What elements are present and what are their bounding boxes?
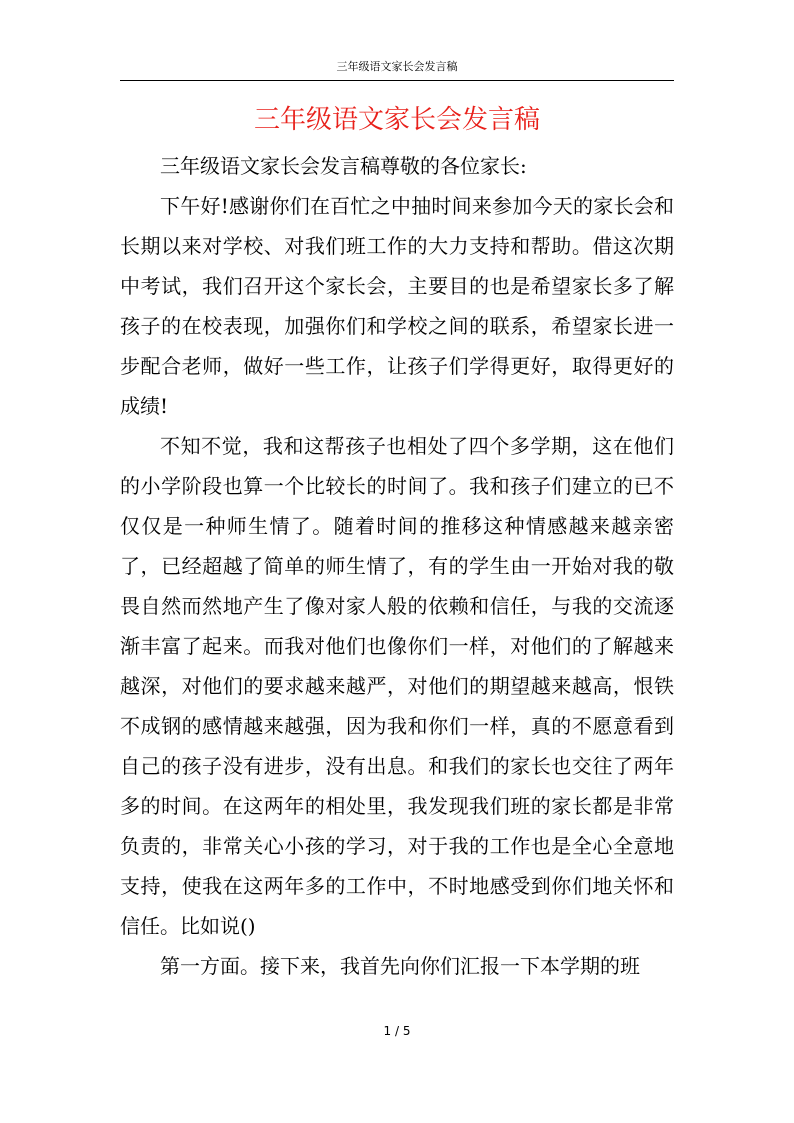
- body-paragraph: 不知不觉，我和这帮孩子也相处了四个多学期，这在他们的小学阶段也算一个比较长的时间了。我和孩子们建立的已不仅仅是一种师生情了。随着时间的推移这种情感越来越亲密了，已经超越了简单的师生情了，有的学生由一开始对我的敬畏自然而然地产生了像对家人般的依赖和信任，与我的交流逐渐丰富了起来。而我对他们也像你们一样，对他们的了解越来越深，对他们的要求越来越严，对他们的期望越来越高，恨铁不成钢的感情越来越强，因为我和你们一样，真的不愿意看到自己的孩子没有进步，没有出息。和我们的家长也交往了两年多的时间。在这两年的相处里，我发现我们班的家长都是非常负责的，非常关心小孩的学习，对于我的工作也是全心全意地支持，使我在这两年多的工作中，不时地感受到你们地关怀和信任。比如说(): [120, 434, 674, 938]
- body-paragraph: 下午好!感谢你们在百忙之中抽时间来参加今天的家长会和长期以来对学校、对我们班工作的大力支持和帮助。借这次期中考试，我们召开这个家长会，主要目的也是希望家长多了解孩子的在校表现，加强你们和学校之间的联系，希望家长进一步配合老师，做好一些工作，让孩子们学得更好，取得更好的成绩!: [120, 194, 674, 418]
- document-title: 三年级语文家长会发言稿: [253, 105, 540, 135]
- header-divider: [120, 80, 674, 81]
- document-body: [120, 146, 674, 986]
- running-header: 三年级语文家长会发言稿: [336, 60, 458, 73]
- page-number: 1 / 5: [383, 1024, 411, 1038]
- salutation-paragraph: 三年级语文家长会发言稿尊敬的各位家长:: [160, 154, 527, 178]
- body-paragraph: 第一方面。接下来，我首先向你们汇报一下本学期的班: [160, 954, 640, 978]
